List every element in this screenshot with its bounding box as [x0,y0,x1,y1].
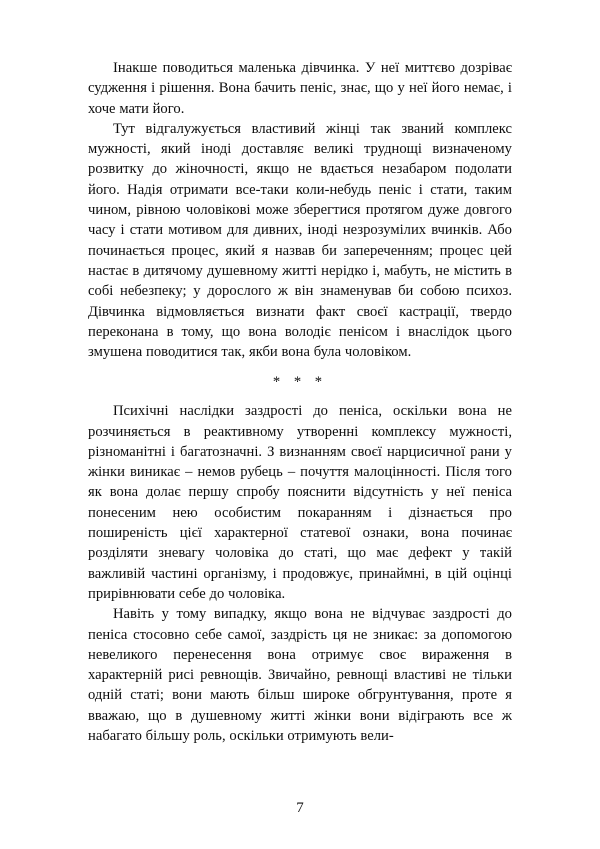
paragraph-3: Психічні наслідки заздрості до пеніса, оскільки вона не розчиняється в реактивному утворенні комплексу мужності, різноманітні і багатозначні. З визнанням своєї нарцисичної рани у жінки виникає – немов рубець – почуття малоцінності. Після того як вона долає першу спробу пояснити відсутність у неї пеніса понесеним нею особистим покаранням і дізнається про поширеність цієї характерної статевої ознаки, вона починає розділяти зневагу чоловіка до статі, що має дефект у такій важливій частині організму, і продовжує, принаймні, в цій оцінці прирівнювати себе до чоловіка. [88,403,512,602]
paragraph-4: Навіть у тому випадку, якщо вона не відчуває заздрості до пеніса стосовно себе самої, заздрість ця не зникає: за допомогою невеликого перенесення вона отримує своє вираження в характерній рисі ревнощів. Звичайно, ревнощі властиві не тільки одній статі; вони мають більш широке обгрунтування, проте я вважаю, що в душевному житті жінки вони відіграють все ж набагато більшу роль, оскільки отримують вели- [88,606,512,744]
page-number: 7 [296,800,304,816]
paragraph-2: Тут відгалужується властивий жінці так званий комплекс мужності, який іноді доставляє великі труднощі визначеному розвитку до жіночності, якщо не вдається незабаром подолати його. Надія отримати все-таки коли-небудь пеніс і стати, таким чином, рівною чоловікові може зберегтися протягом дуже довгого часу і стати мотивом для дивних, іноді незрозумілих вчинків. Або починається процес, який я назвав би запереченням; процес цей настає в дитячому душевному житті нерідко і, мабуть, не містить в собі небезпеку; у дорослого ж він знаменував би собою психоз. Дівчинка відмовляється визнати факт своєї кастрації, твердо переконана в тому, що вона володіє пенісом і внаслідок цього змушена поводитися так, якби вона була чоловіком. [88,120,512,361]
text-column [88,58,512,746]
section-separator: * * * [272,374,328,391]
paragraph-1: Інакше поводиться маленька дівчинка. У неї миттєво дозріває судження і рішення. Вона бачить пеніс, знає, що у неї його немає, і хоче мати його. [88,60,512,117]
